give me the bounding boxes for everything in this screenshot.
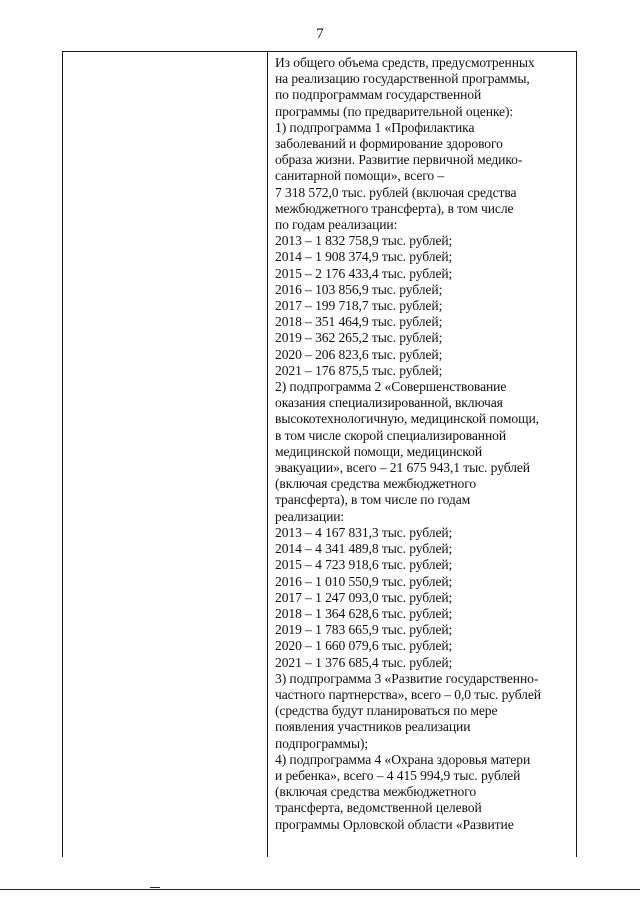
page-bottom-rule xyxy=(0,889,640,890)
text-line: появления участников реализации xyxy=(275,719,471,735)
text-line: 3) подпрограмма 3 «Развитие государственно- xyxy=(275,670,539,686)
text-line: на реализацию государственной программы, xyxy=(275,71,530,87)
text-line: программы Орловской области «Развитие xyxy=(275,816,514,832)
text-line: эвакуации», всего – 21 675 943,1 тыс. рублей xyxy=(275,460,530,476)
text-line: санитарной помощи», всего – xyxy=(275,168,445,184)
text-line: высокотехнологичную, медицинской помощи, xyxy=(275,411,539,427)
text-line: межбюджетного трансферта), в том числе xyxy=(275,200,514,216)
text-line: 2013 – 1 832 758,9 тыс. рублей; xyxy=(275,233,453,249)
text-line: 2015 – 4 723 918,6 тыс. рублей; xyxy=(275,557,453,573)
text-line: 1) подпрограмма 1 «Профилактика xyxy=(275,119,475,135)
text-line: образа жизни. Развитие первичной медико- xyxy=(275,152,523,168)
table-right-cell xyxy=(275,55,575,833)
text-line: 7 318 572,0 тыс. рублей (включая средства xyxy=(275,184,517,200)
text-line: 2021 – 1 376 685,4 тыс. рублей; xyxy=(275,654,453,670)
text-line: (включая средства межбюджетного xyxy=(275,784,477,800)
text-line: частного партнерства», всего – 0,0 тыс. рублей xyxy=(275,686,541,702)
funding-table xyxy=(62,51,577,857)
text-line: реализации: xyxy=(275,508,345,524)
text-line: трансферта, ведомственной целевой xyxy=(275,800,482,816)
text-line: заболеваний и формирование здорового xyxy=(275,136,503,152)
text-line: 2018 – 351 464,9 тыс. рублей; xyxy=(275,314,443,330)
text-line: 2019 – 1 783 665,9 тыс. рублей; xyxy=(275,622,453,638)
text-line: 2017 – 199 718,7 тыс. рублей; xyxy=(275,298,443,314)
text-line: 2014 – 4 341 489,8 тыс. рублей; xyxy=(275,541,453,557)
text-line: и ребенка», всего – 4 415 994,9 тыс. рублей xyxy=(275,767,521,783)
text-line: программы (по предварительной оценке): xyxy=(275,103,514,119)
page-number: 7 xyxy=(316,26,324,42)
text-line: 2020 – 206 823,6 тыс. рублей; xyxy=(275,346,443,362)
text-line: 2013 – 4 167 831,3 тыс. рублей; xyxy=(275,524,453,540)
text-line: (средства будут планироваться по мере xyxy=(275,703,498,719)
text-line: 2) подпрограмма 2 «Совершенствование xyxy=(275,379,507,395)
text-line: (включая средства межбюджетного xyxy=(275,476,477,492)
text-line: 2014 – 1 908 374,9 тыс. рублей; xyxy=(275,249,453,265)
table-left-cell xyxy=(63,52,268,857)
text-line: 2016 – 103 856,9 тыс. рублей; xyxy=(275,281,443,297)
text-line: 2021 – 176 875,5 тыс. рублей; xyxy=(275,362,443,378)
text-line: 2020 – 1 660 079,6 тыс. рублей; xyxy=(275,638,453,654)
text-line: 2016 – 1 010 550,9 тыс. рублей; xyxy=(275,573,453,589)
text-line: медицинской помощи, медицинской xyxy=(275,443,483,459)
text-line: 2018 – 1 364 628,6 тыс. рублей; xyxy=(275,605,453,621)
text-line: Из общего объема средств, предусмотренных xyxy=(275,55,535,70)
text-line: по годам реализации: xyxy=(275,217,398,233)
text-line: 4) подпрограмма 4 «Охрана здоровья матери xyxy=(275,751,531,767)
text-line: 2015 – 2 176 433,4 тыс. рублей; xyxy=(275,265,453,281)
text-line: в том числе скорой специализированной xyxy=(275,427,507,443)
text-line: по подпрограммам государственной xyxy=(275,87,482,103)
text-line: оказания специализированной, включая xyxy=(275,395,503,411)
page-bottom-rule-mark xyxy=(150,887,160,888)
text-line: 2019 – 362 265,2 тыс. рублей; xyxy=(275,330,443,346)
text-line: 2017 – 1 247 093,0 тыс. рублей; xyxy=(275,589,453,605)
text-line: трансферта), в том числе по годам xyxy=(275,492,471,508)
text-line: подпрограммы); xyxy=(275,735,369,751)
